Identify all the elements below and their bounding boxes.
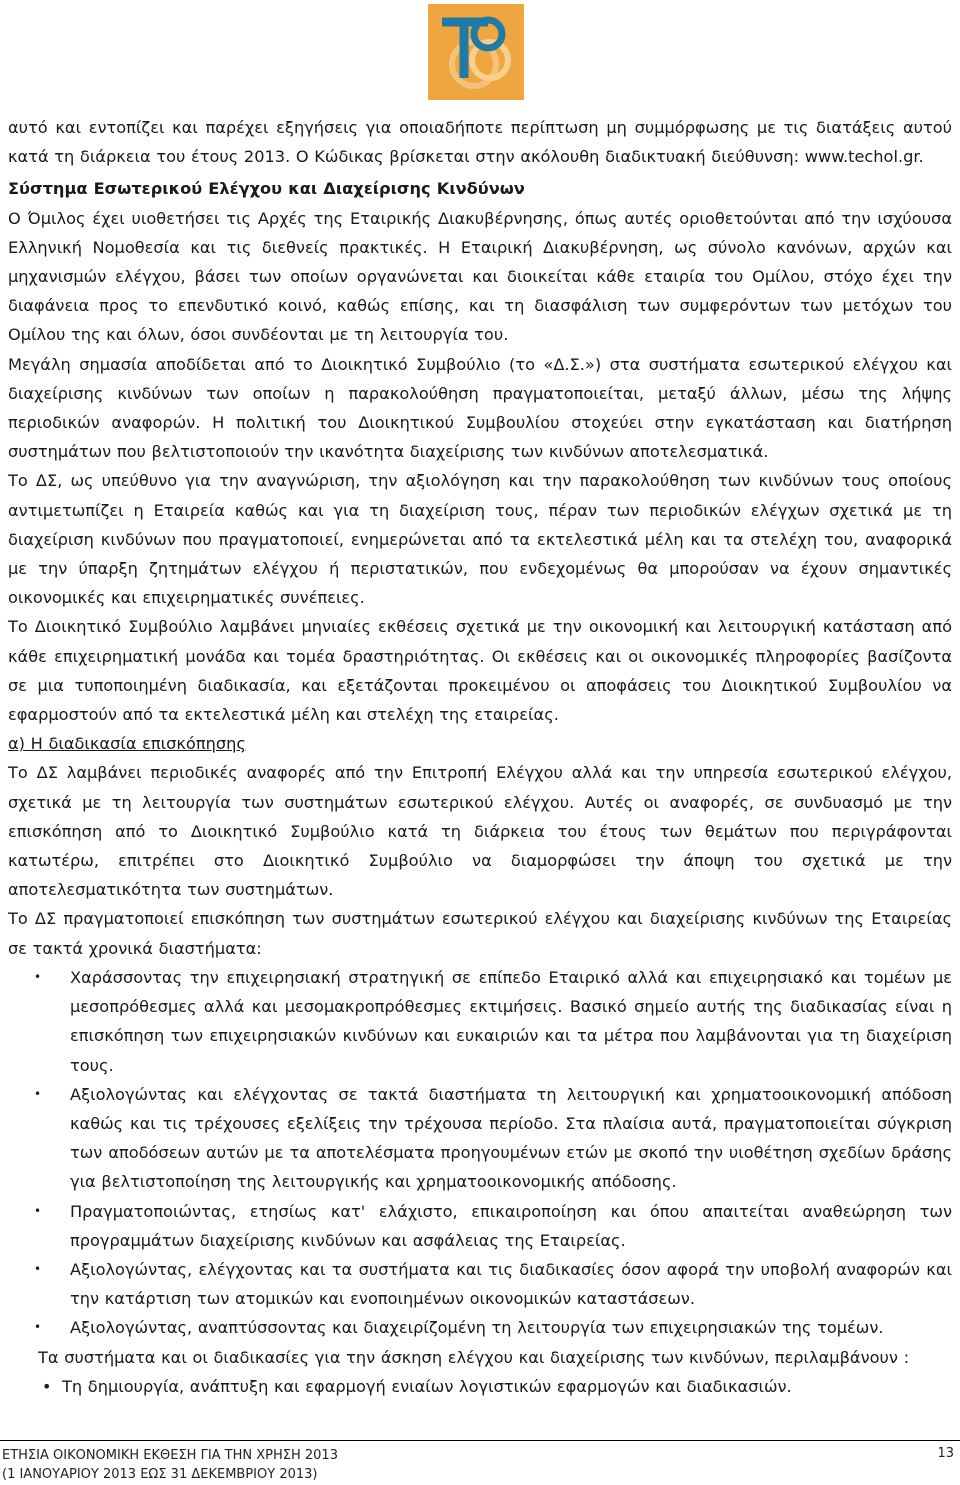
bullet-icon: • (34, 1203, 42, 1218)
list-item (0, 1372, 960, 1401)
list-item (0, 1255, 960, 1313)
list-item-text: Τη δημιουργία, ανάπτυξη και εφαρμογή ενιαίων λογιστικών εφαρμογών και διαδικασιών. (62, 1376, 792, 1396)
subheading-text: α) Η διαδικασία επισκόπησης (8, 734, 246, 754)
list-item-text: Αξιολογώντας, αναπτύσσοντας και διαχειρίζομένη τη λειτουργία των επιχειρησιακών της τομέων. (70, 1318, 884, 1338)
paragraph-monthly-reports: Το Διοικητικό Συμβούλιο λαμβάνει μηνιαίες εκθέσεις σχετικά με την οικονομική και λειτουργική κατάσταση από κάθε επιχειρηματική μονάδα και τομέα δραστηριότητας. Οι εκθέσεις και οι οικονομικές πληροφορίες βασίζοντα σε μια τυποποιημένη διαδικασία, και εξετάζονται προκειμένου οι αποφάσεις του Διοικητικού Συμβουλίου να εφαρμοστούν από τα εκτελεστικά μέλη και στελέχη της εταιρείας. (8, 617, 952, 725)
paragraph-review-intro: Το ΔΣ πραγματοποιεί επισκόπηση των συστημάτων εσωτερικού ελέγχου και διαχείρισης κινδύνων της Εταιρείας σε τακτά χρονικά διαστήματα: (8, 909, 952, 958)
bullet-icon: • (42, 1376, 52, 1396)
section-heading: Σύστημα Εσωτερικού Ελέγχου και Διαχείρισης Κινδύνων (8, 179, 525, 199)
page-number: 13 (937, 1446, 954, 1461)
bullet-icon: • (34, 1086, 42, 1101)
bullet-icon: • (34, 1320, 42, 1335)
list-item (0, 1080, 960, 1197)
paragraph-board-importance: Μεγάλη σημασία αποδίδεται από το Διοικητικό Συμβούλιο (το «Δ.Σ.») στα συστήματα εσωτερικού ελέγχου και διαχείρισης κινδύνων των οποίων η παρακολούθηση πραγματοποιείται, μεταξύ άλλων, μέσω της λήψης περιοδικών αναφορών. Η πολιτική του Διοικητικού Συμβουλίου στοχεύει στην εγκατάσταση και διατήρηση συστημάτων που βελτιστοποιούν την ικανότητα διαχείρισης των κινδύνων αποτελεσματικά. (8, 354, 952, 462)
list-item-text: Αξιολογώντας και ελέγχοντας σε τακτά διαστήματα τη λειτουργική και χρηματοοικονομική απόδοση καθώς και τις τρέχουσες εξελίξεις την τρέχουσα περίοδο. Στα πλαίσια αυτά, πραγματοποιείται σύγκριση των αποδόσεων αυτών με τα αποτελέσματα προηγουμένων ετών με σκοπό την υιοθέτηση σχεδίων δράσης για βελτιστοποίηση της λειτουργικής και χρηματοοικονομικής απόδοσης. (70, 1084, 952, 1192)
bullet-icon: • (34, 969, 42, 984)
subheading-review-process (0, 729, 960, 758)
bullet-icon: • (34, 1261, 42, 1276)
footer-title (2, 1446, 338, 1484)
footer-divider (0, 1440, 960, 1441)
footer-report-period: (1 ΙΑΝΟΥΑΡΙΟΥ 2013 ΕΩΣ 31 ΔΕΚΕΜΒΡΙΟΥ 2013) (2, 1467, 318, 1482)
intro-paragraph: αυτό και εντοπίζει και παρέχει εξηγήσεις για οποιαδήποτε περίπτωση μη συμμόρφωσης με τις διατάξεις αυτού κατά τη διάρκεια του έτους 2013. Ο Κώδικας βρίσκεται στην ακόλουθη διαδικτυακή διεύθυνση: www.techol.gr. (8, 118, 952, 167)
list-item (0, 1197, 960, 1255)
list-item-text: Αξιολογώντας, ελέγχοντας και τα συστήματα και τις διαδικασίες όσον αφορά την υποβολή αναφορών και την κατάρτιση των ατομικών και ενοποιημένων οικονομικών καταστάσεων. (70, 1259, 952, 1309)
list-item-text: Πραγματοποιώντας, ετησίως κατ' ελάχιστο, επικαιροποίηση και όπου απαιτείται αναθεώρηση των προγραμμάτων διαχείρισης κινδύνων και ασφάλειας της Εταιρείας. (70, 1201, 952, 1250)
company-logo-icon (428, 4, 524, 100)
paragraph-systems-include: Τα συστήματα και οι διαδικασίες για την άσκηση ελέγχου και διαχείρισης των κινδύνων, περιλαμβάνουν : (38, 1347, 910, 1367)
document-body (0, 113, 960, 1401)
paragraph-governance: Ο Όμιλος έχει υιοθετήσει τις Αρχές της Εταιρικής Διακυβέρνησης, όπως αυτές οριοθετούνται από την ισχύουσα Ελληνική Νομοθεσία και τις διεθνείς πρακτικές. Η Εταιρική Διακυβέρνηση, ως σύνολο κανόνων, αρχών και μηχανισμών ελέγχου, βάσει των οποίων οργανώνεται και διοικείται κάθε εταιρία του Ομίλου, στόχο έχει την διαφάνεια προς το επενδυτικό κοινό, καθώς επίσης, και τη διασφάλιση των συμφερόντων των μετόχων του Ομίλου της και όλων, όσοι συνδέονται με τη λειτουργία του. (8, 208, 952, 345)
list-item (0, 1313, 960, 1342)
paragraph-board-responsibility: Το ΔΣ, ως υπεύθυνο για την αναγνώριση, την αξιολόγηση και την παρακολούθηση των κινδύνων τους οποίους αντιμετωπίζει η Εταιρεία καθώς και για τη διαχείριση τους, πέραν των περιοδικών ελέγχων σχετικά με τη διαχείριση κινδύνων που πραγματοποιεί, ενημερώνεται από τα εκτελεστικά μέλη και τα στελέχη του, αναφορικά με την ύπαρξη ζητημάτων ελέγχου ή περιστατικών, που ενδεχομένως θα μπορούσαν να έχουν σημαντικές οικονομικές και επιχειρηματικές συνέπειες. (8, 471, 952, 608)
review-bullet-list (0, 963, 960, 1343)
paragraph-audit-reports: Το ΔΣ λαμβάνει περιοδικές αναφορές από την Επιτροπή Ελέγχου αλλά και την υπηρεσία εσωτερικού ελέγχου, σχετικά με τη λειτουργία των συστημάτων εσωτερικού ελέγχου. Αυτές οι αναφορές, σε συνδυασμό με την επισκόπηση από το Διοικητικό Συμβούλιο κατά τη διάρκεια του έτους των θεμάτων που περιγράφονται κατωτέρω, επιτρέπει στο Διοικητικό Συμβούλιο να διαμορφώσει την άποψη του σχετικά με την αποτελεσματικότητα των συστημάτων. (8, 763, 952, 900)
list-item-text: Χαράσσοντας την επιχειρησιακή στρατηγική σε επίπεδο Εταιρικό αλλά και επιχειρησιακό και τομέων με μεσοπρόθεσμες αλλά και μεσομακροπρόθεσμες εκτιμήσεις. Βασικό σημείο αυτής της διαδικασίας είναι η επισκόπηση των επιχειρησιακών κινδύνων και ευκαιριών και τα μέτρα που λαμβάνονται για τη διαχείριση τους. (70, 967, 952, 1075)
list-item (0, 963, 960, 1080)
footer-report-title: ΕΤΗΣΙΑ ΟΙΚΟΝΟΜΙΚΗ ΕΚΘΕΣΗ ΓΙΑ ΤΗΝ ΧΡΗΣΗ 2013 (2, 1448, 338, 1463)
